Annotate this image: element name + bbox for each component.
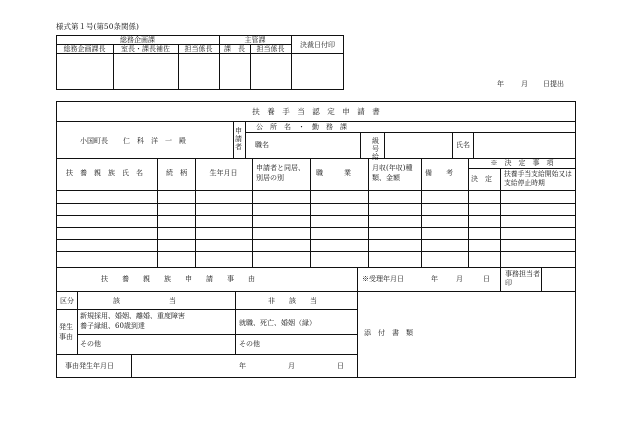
- receipt-year: 年: [431, 275, 438, 283]
- not-applies-reasons: 就職、死亡、婚姻（縁）: [239, 319, 316, 327]
- category-not-applies: 非 該 当: [268, 297, 317, 305]
- header-decision: 決 定: [471, 175, 492, 183]
- applies-reason-1: 新規採用、婚姻、離婚、重度障害: [80, 312, 185, 320]
- col-general-chief: 総務企画課長: [63, 45, 106, 53]
- attachments-label: 添 付 書 類: [364, 329, 413, 337]
- col-staff-chief-2: 担当係長: [256, 45, 285, 53]
- occurrence-label: 発生事由: [59, 323, 73, 341]
- other-right: その他: [239, 340, 260, 348]
- dept-general-label: 総務企画課: [120, 36, 155, 44]
- col-section-chief: 課 長: [224, 45, 245, 53]
- occurrence-date-label: 事由発生年月日: [65, 362, 114, 370]
- other-left: その他: [80, 340, 101, 348]
- category-applies: 該 当: [113, 297, 176, 305]
- receipt-month: 月: [456, 275, 463, 283]
- grade-label: 級号給: [372, 137, 379, 161]
- header-name: 扶 養 親 族 氏 名: [66, 169, 143, 177]
- occurrence-day: 日: [337, 362, 344, 370]
- job-label: 職名: [255, 141, 269, 149]
- name-label: 氏名: [456, 141, 470, 149]
- addressee-name: 仁 科 洋 一 殿: [123, 137, 186, 145]
- category-label: 区分: [60, 297, 74, 305]
- officer-stamp-label: 事務担当者印: [505, 270, 540, 287]
- header-income: 月収(年収)種類、金額: [372, 164, 413, 182]
- col-deputy: 室長・課長補佐: [121, 45, 170, 53]
- applies-reason-2: 養子縁組、60歳到達: [80, 322, 145, 330]
- header-job: 職 業: [316, 169, 351, 177]
- occurrence-month: 月: [288, 362, 295, 370]
- header-cohabit: 申請者と同居、別居の別: [256, 164, 305, 182]
- reason-title: 扶 養 親 族 申 請 事 由: [101, 275, 255, 283]
- col-staff-chief-1: 担当係長: [184, 45, 213, 53]
- dept-main-label: 主管課: [244, 36, 266, 44]
- header-start: 扶養手当支給開始又は支給停止時期: [504, 170, 572, 187]
- applicant-side-label: 申請者: [235, 127, 242, 151]
- receipt-label: ※受理年月日: [362, 275, 404, 283]
- decision-date-label: 決裁日付印: [300, 41, 335, 49]
- addressee-town: 小国町長: [80, 137, 108, 145]
- office-label: 公 所 名 ・ 勤 務 課: [256, 123, 347, 131]
- receipt-day: 日: [483, 275, 490, 283]
- header-relation: 続 柄: [166, 169, 187, 177]
- submit-day: 日提出: [543, 80, 564, 88]
- header-decision-group: ※ 決 定 事 項: [490, 159, 554, 167]
- header-note: 備 考: [425, 169, 453, 177]
- header-birth: 生年月日: [209, 169, 238, 177]
- form-label: 様式第１号(第50条関係): [56, 22, 139, 31]
- submit-month: 月: [521, 80, 528, 88]
- form-title: 扶 養 手 当 認 定 申 請 書: [252, 107, 380, 116]
- occurrence-year: 年: [239, 362, 246, 370]
- submit-year: 年: [497, 80, 504, 88]
